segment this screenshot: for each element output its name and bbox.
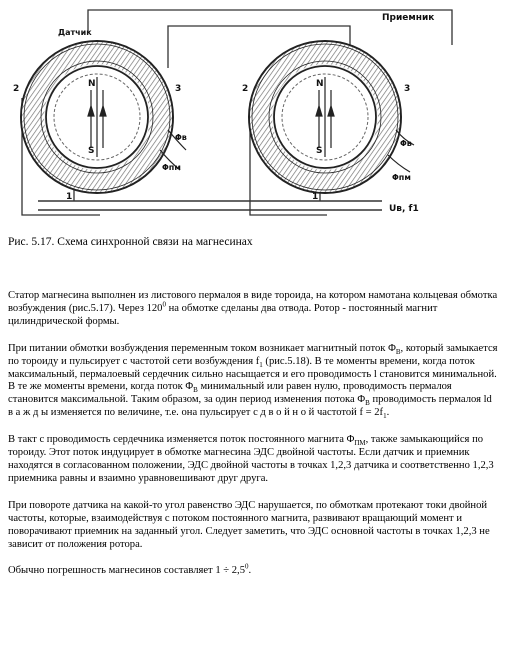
right-toroid bbox=[249, 41, 401, 193]
supply-label: Uв, f1 bbox=[389, 204, 419, 214]
body-text bbox=[8, 290, 498, 592]
left-flux-b-label: Φв bbox=[175, 133, 187, 142]
figure-caption: Рис. 5.17. Схема синхронной связи на магнесинах bbox=[8, 236, 253, 248]
left-terminal-2: 2 bbox=[13, 84, 20, 94]
paragraph-rotation: При повороте датчика на какой-то угол равенство ЭДС нарушается, по обмоткам протекают токи двойной частоты, которые, взаимодействуя с потоком постоянного магнита, развивают вращающий момент и поворачивают приемник на заданный угол. Следует заметить, что ЭДС основной частоты в точках 1,2,3 не зависит от положения ротора. bbox=[8, 499, 490, 550]
left-s-pole: S bbox=[88, 146, 95, 156]
right-terminal-2: 2 bbox=[242, 84, 249, 94]
magnesin-diagram bbox=[0, 0, 505, 230]
right-s-pole: S bbox=[316, 146, 323, 156]
paragraph-permanent-magnet: В такт с проводимость сердечника изменяется поток постоянного магнита $\Phi_{ПМ}$, также замыкающийся по тороиду. Этот поток индуцирует в обмотке магнесина ЭДС двойной частоты. Если датчик и приемник находятся в согласованном положении, ЭДС двойной частоты в точках 1,2,3 датчика и соответственно 1,2,3 приемника равны и взаимно уравновешивают друг друга. bbox=[8, 434, 494, 484]
right-label: Приемник bbox=[382, 13, 435, 23]
paragraph-stator: Статор магнесина выполнен из листового пермалоя в виде тороида, на котором намотана кольцевая обмотка возбуждения (рис.5.17). Через $120^0$ на обмотке сделаны два отвода. Ротор - постоянный магнит цилиндрической формы. bbox=[8, 290, 498, 327]
left-terminal-3: 3 bbox=[175, 84, 182, 94]
paragraph-excitation: При питании обмотки возбуждения переменным током возникает магнитный поток $\Phi_В$, который замыкается по тороиду и пульсирует с частотой сети возбуждения $f_1$ (рис.5.18). В те моменты времени, когда поток максимальный, пермалоевый сердечник сильно насыщается и его проводимость l становится минимальной. В те же моменты времени, когда поток $\Phi_В$ минимальный или равен нулю, проводимость пермалоя становится максимальной. Таким образом, за один период изменения потока $\Phi_В$ проводимость пермалоя ld в а ж д ы изменяется по величине, т.е. она пульсирует с д в о й н о й частотой $f = 2f_1$. bbox=[8, 342, 498, 421]
left-flux-pm-label: Φпм bbox=[162, 163, 181, 172]
left-terminal-1: 1 bbox=[66, 192, 73, 202]
left-label: Датчик bbox=[58, 28, 92, 37]
right-n-pole: N bbox=[316, 79, 324, 89]
right-terminal-3: 3 bbox=[404, 84, 411, 94]
left-n-pole: N bbox=[88, 79, 96, 89]
right-flux-pm-label: Φпм bbox=[392, 173, 411, 182]
right-terminal-1: 1 bbox=[312, 192, 319, 202]
right-flux-b-label: Φв bbox=[400, 139, 412, 148]
paragraph-error: Обычно погрешность магнесинов составляет $1 \div 2,5^0$. bbox=[8, 562, 252, 577]
supply-bus bbox=[38, 201, 382, 210]
left-toroid bbox=[21, 41, 173, 193]
